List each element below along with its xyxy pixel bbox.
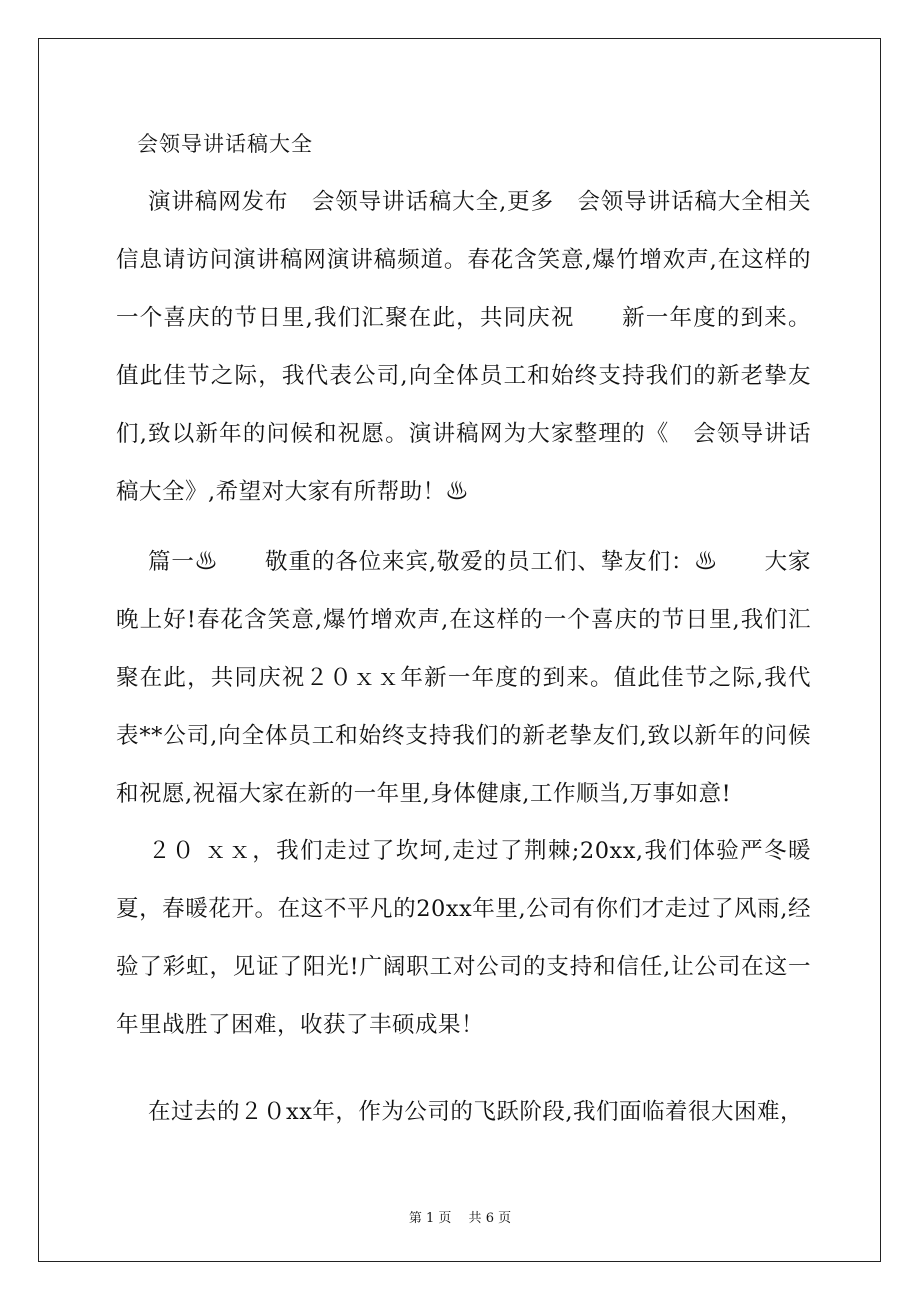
page-number-footer: 第 1 页 共 6 页 xyxy=(408,1211,512,1226)
paragraph-part-one: 篇一♨ 敬重的各位来宾,敬爱的员工们、挚友们：♨ 大家晚上好!春花含笑意,爆竹增欢声,在这样的一个喜庆的节日里,我们汇聚在此，共同庆祝２０ｘｘ年新一年度的到来。值此佳节之际,我代表**公司,向全体员工和始终支持我们的新老挚友们,致以新年的问候和祝愿,祝福大家在新的一年里,身体健康,工作顺当,万事如意! xyxy=(116,549,811,807)
paragraph-intro: 演讲稿网发布 会领导讲话稿大全,更多 会领导讲话稿大全相关信息请访问演讲稿网演讲稿频道。春花含笑意,爆竹增欢声,在这样的一个喜庆的节日里,我们汇聚在此，共同庆祝 新一年度的到来。值此佳节之际，我代表公司,向全体员工和始终支持我们的新老挚友们,致以新年的问候和祝愿。演讲稿网为大家整理的《 会领导讲话稿大全》,希望对大家有所帮助！♨ xyxy=(116,189,811,505)
paragraph-year-review: ２０ ｘｘ，我们走过了坎坷,走过了荆棘;20xx,我们体验严冬暖夏，春暖花开。在这不平凡的20xx年里,公司有你们才走过了风雨,经验了彩虹，见证了阳光!广阔职工对公司的支持和信任,让公司在这一年里战胜了困难，收获了丰硕成果！ xyxy=(116,838,811,1038)
document-title: 会领导讲话稿大全 xyxy=(137,132,313,156)
paragraph-past-year: 在过去的２０xx年，作为公司的飞跃阶段,我们面临着很大困难， xyxy=(148,1099,804,1125)
